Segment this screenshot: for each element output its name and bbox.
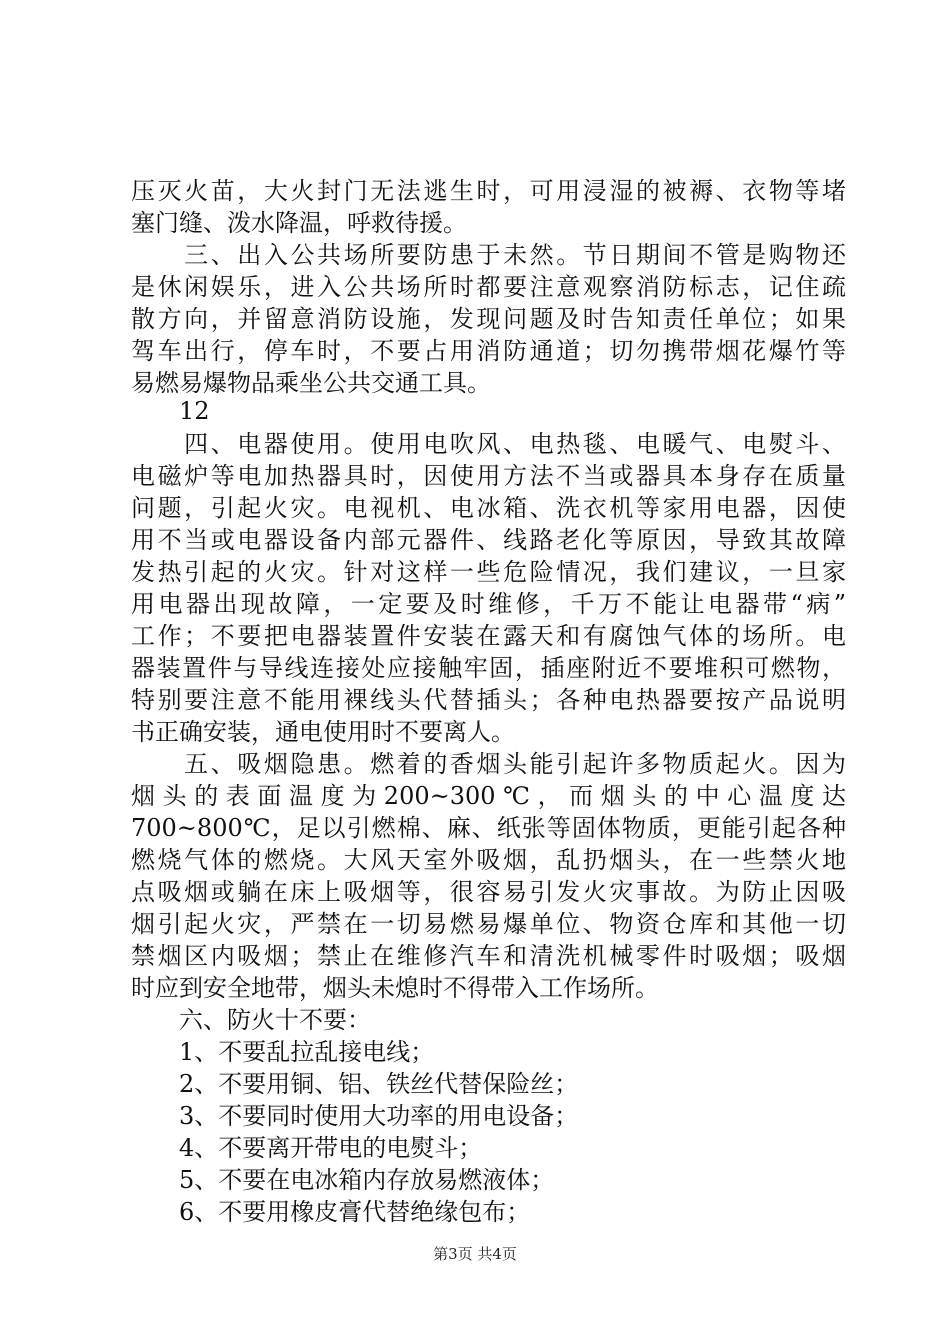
text-line: 器装置件与导线连接处应接触牢固，插座附近不要堆积可燃物， (131, 654, 846, 682)
text-line: 散方向，并留意消防设施，发现问题及时告知责任单位；如果 (131, 305, 846, 333)
text-line: 发热引起的火灾。针对这样一些危险情况，我们建议，一旦家 (131, 558, 846, 586)
text-line: 6、不要用橡皮膏代替绝缘包布； (131, 1198, 531, 1226)
text-line: 4、不要离开带电的电熨斗； (131, 1134, 483, 1162)
text-line: 1、不要乱拉乱接电线； (131, 1038, 435, 1066)
text-line: 三、出入公共场所要防患于未然。节日期间不管是购物还 (131, 241, 846, 269)
text-line: 用不当或电器设备内部元器件、线路老化等原因，导致其故障 (131, 526, 846, 554)
text-line: 700~800℃，足以引燃棉、麻、纸张等固体物质，更能引起各种 (131, 814, 846, 842)
text-line: 3、不要同时使用大功率的用电设备； (131, 1102, 579, 1130)
text-line: 烟头的表面温度为200~300℃，而烟头的中心温度达 (131, 782, 846, 810)
text-line: 烟引起火灾，严禁在一切易燃易爆单位、物资仓库和其他一切 (131, 910, 846, 938)
text-line: 是休闲娱乐，进入公共场所时都要注意观察消防标志，记住疏 (131, 273, 846, 301)
text-line: 5、不要在电冰箱内存放易燃液体； (131, 1166, 555, 1194)
text-line: 书正确安装，通电使用时不要离人。 (131, 718, 515, 746)
text-line: 特别要注意不能用裸线头代替插头；各种电热器要按产品说明 (131, 686, 846, 714)
text-line: 12 (131, 397, 210, 425)
text-line: 燃烧气体的燃烧。大风天室外吸烟，乱扔烟头，在一些禁火地 (131, 846, 846, 874)
text-line: 禁烟区内吸烟；禁止在维修汽车和清洗机械零件时吸烟；吸烟 (131, 942, 846, 970)
text-line: 塞门缝、泼水降温，呼救待援。 (131, 209, 467, 237)
text-line: 2、不要用铜、铝、铁丝代替保险丝； (131, 1070, 579, 1098)
text-line: 时应到安全地带，烟头未熄时不得带入工作场所。 (131, 974, 659, 1002)
text-line: 驾车出行，停车时，不要占用消防通道；切勿携带烟花爆竹等 (131, 337, 846, 365)
text-line: 六、防火十不要： (131, 1006, 371, 1034)
page-footer: 第3页 共4页 (433, 1245, 517, 1263)
text-line: 工作；不要把电器装置件安装在露天和有腐蚀气体的场所。电 (131, 622, 846, 650)
text-line: 压灭火苗，大火封门无法逃生时，可用浸湿的被褥、衣物等堵 (131, 177, 846, 205)
text-line: 五、吸烟隐患。燃着的香烟头能引起许多物质起火。因为 (131, 750, 846, 778)
text-line: 电磁炉等电加热器具时，因使用方法不当或器具本身存在质量 (131, 462, 846, 490)
text-line: 易燃易爆物品乘坐公共交通工具。 (131, 369, 491, 397)
text-line: 问题，引起火灾。电视机、电冰箱、洗衣机等家用电器，因使 (131, 494, 846, 522)
text-line: 点吸烟或躺在床上吸烟等，很容易引发火灾事故。为防止因吸 (131, 878, 846, 906)
text-line: 用电器出现故障，一定要及时维修，千万不能让电器带“病” (131, 590, 846, 618)
text-line: 四、电器使用。使用电吹风、电热毯、电暖气、电熨斗、 (131, 430, 846, 458)
